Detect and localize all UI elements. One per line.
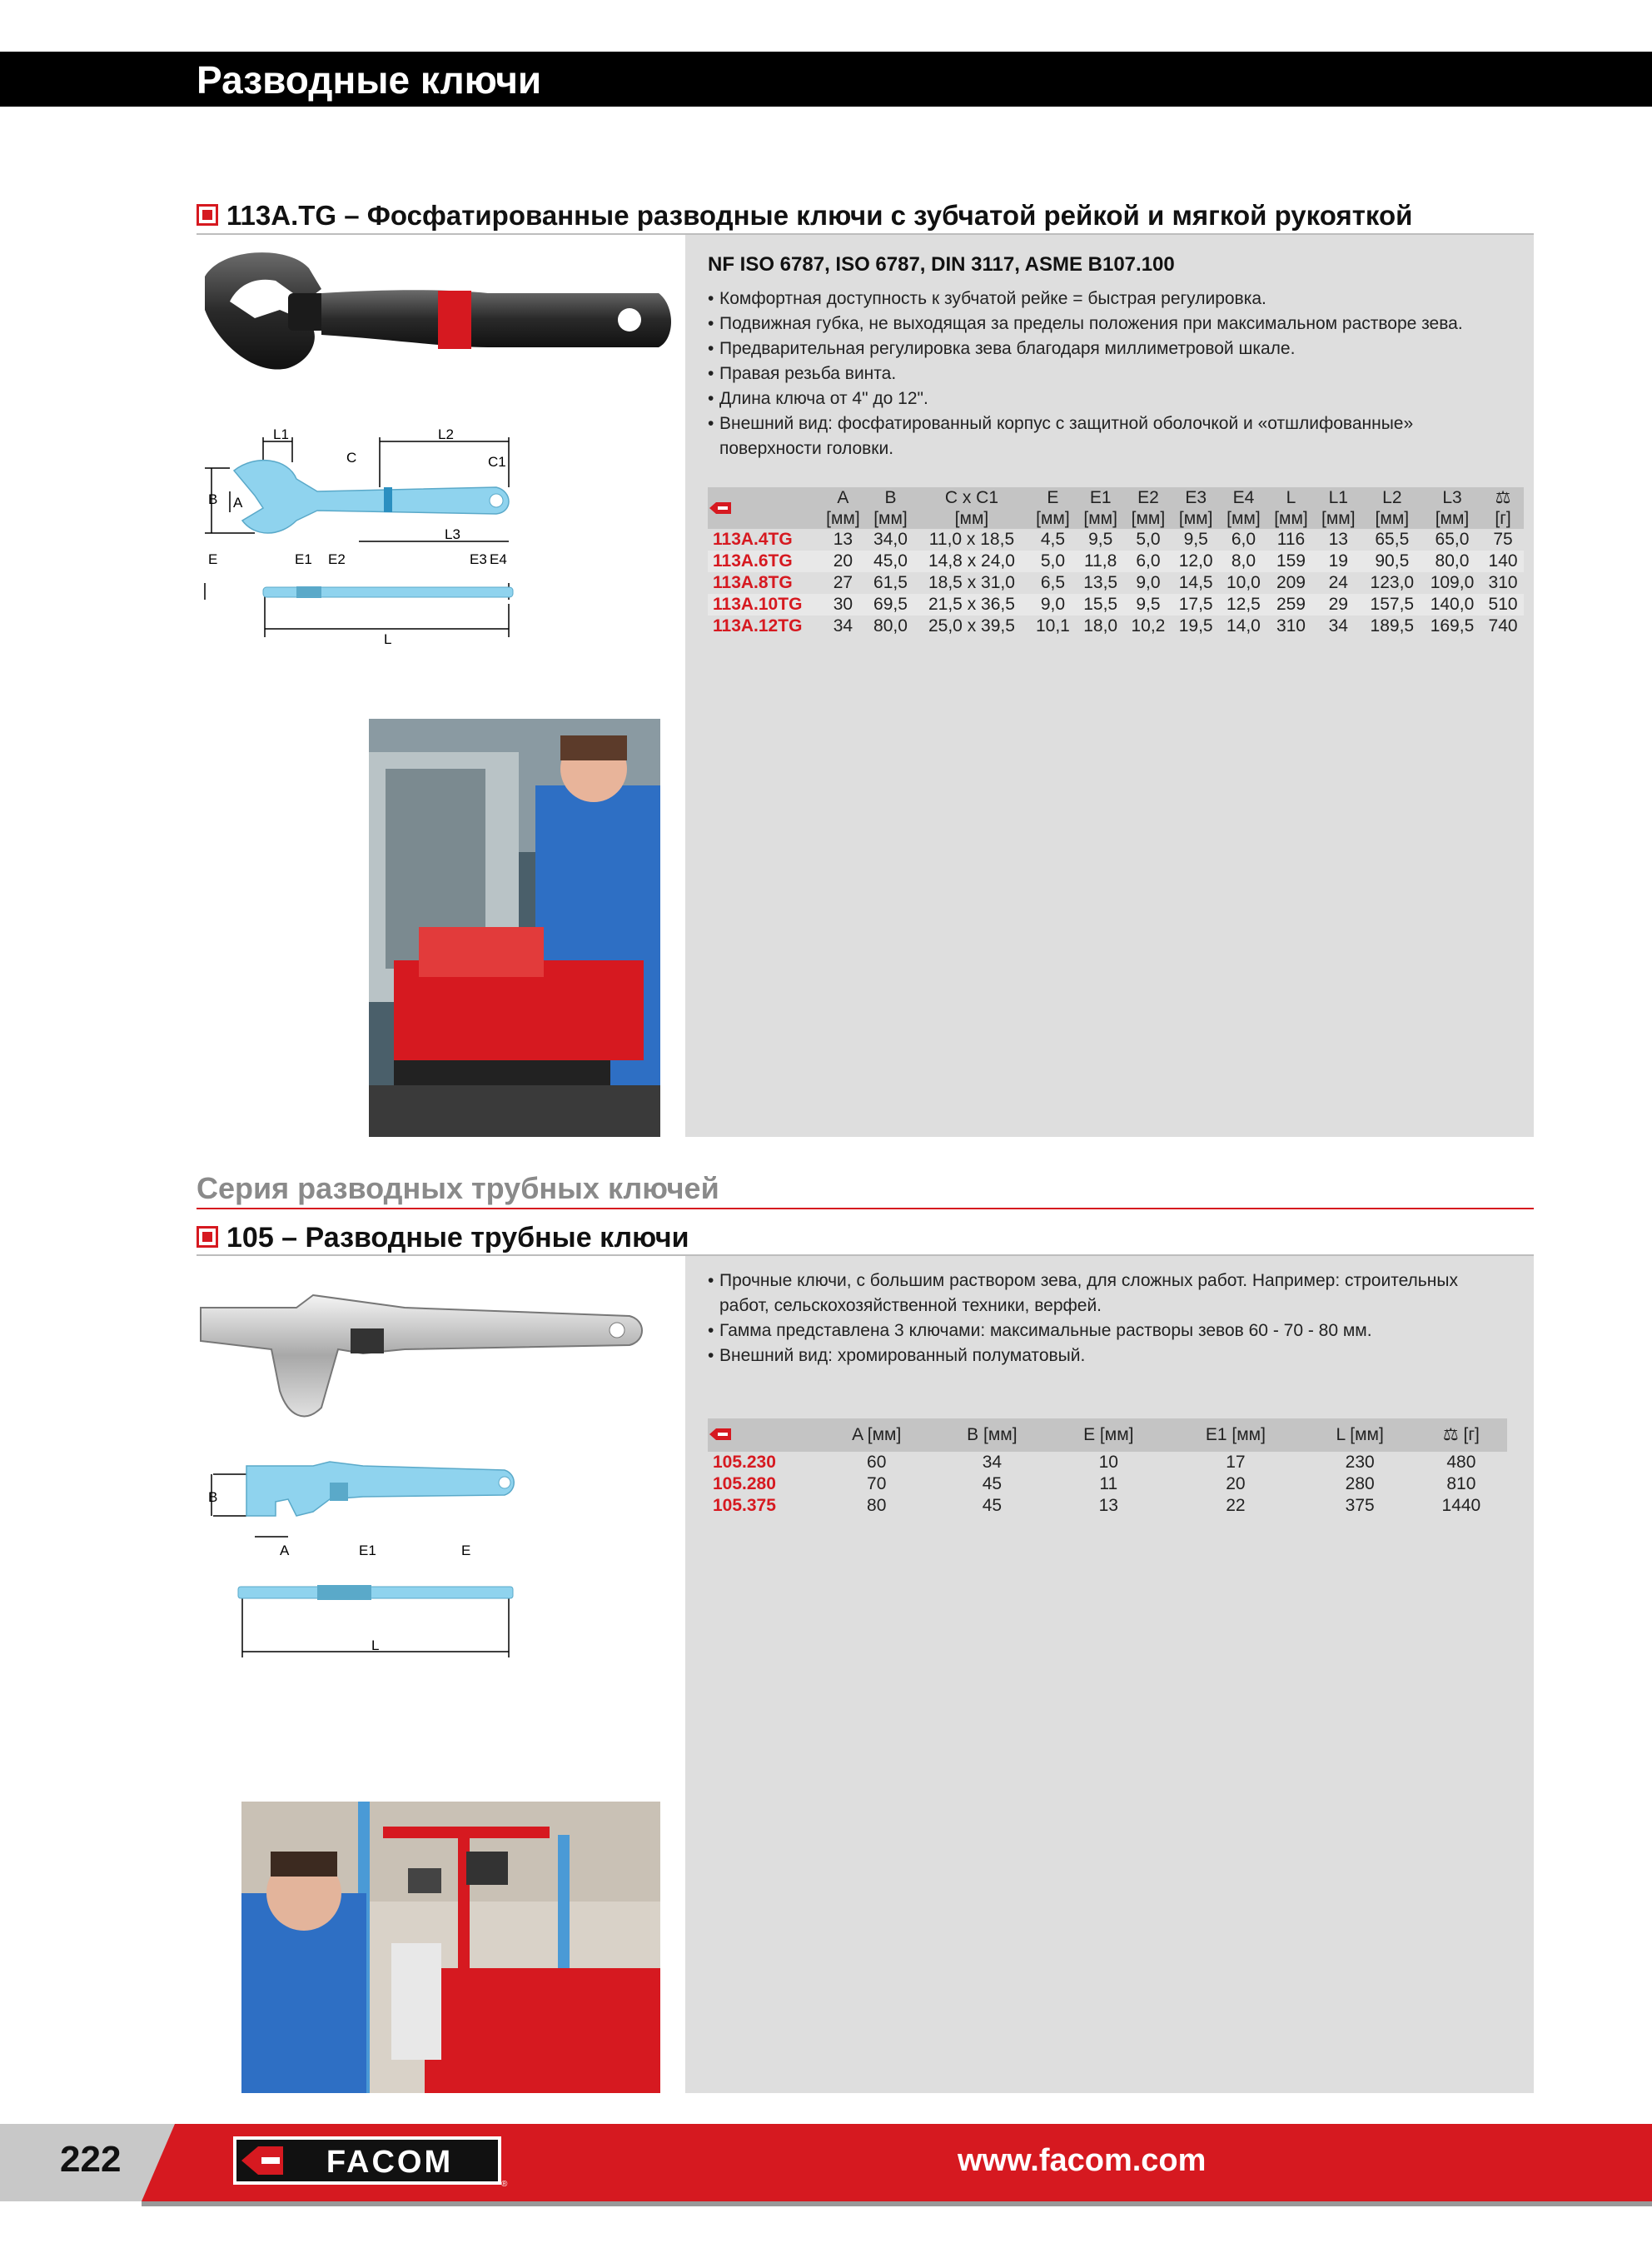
table-cell: 24 — [1328, 573, 1348, 592]
table-cell: 34 — [1328, 616, 1348, 636]
unit-header: [мм] — [1172, 508, 1220, 529]
table-cell: 510 — [1482, 594, 1524, 616]
reference-column-header — [708, 1418, 819, 1452]
table-cell: 10 — [1098, 1453, 1118, 1472]
col-header: L2 — [1362, 487, 1422, 508]
col-header: E — [1029, 487, 1077, 508]
table-cell: 75 — [1493, 530, 1513, 549]
table-cell: 34,0 — [873, 530, 908, 549]
table-cell: 15,5 — [1077, 594, 1124, 616]
table-cell: 21,5 x 36,5 — [914, 594, 1029, 616]
facom-logo-text: FACOM — [326, 2145, 454, 2180]
reference-column-header — [708, 487, 819, 529]
table-cell: 80,0 — [873, 616, 908, 636]
table-cell: 123,0 — [1370, 573, 1415, 592]
diagram-label-e2: E2 — [328, 551, 346, 567]
table-cell: 11,0 x 18,5 — [928, 530, 1015, 549]
table-cell: 14,5 — [1178, 573, 1213, 592]
table-cell: 8,0 — [1220, 551, 1267, 572]
diagram-label-e4: E4 — [490, 551, 507, 567]
table-cell: 19 — [1315, 551, 1362, 572]
table-cell: 189,5 — [1370, 616, 1415, 636]
reference-cell: 113A.8TG — [713, 573, 793, 592]
col-header: E [мм] — [1050, 1418, 1167, 1452]
diagram-label-c: C — [346, 450, 357, 466]
unit-header: [мм] — [1422, 508, 1482, 529]
table-cell: 157,5 — [1362, 594, 1422, 616]
table-cell: 30 — [819, 594, 867, 616]
table-cell: 17 — [1226, 1453, 1246, 1472]
page-number: 222 — [60, 2139, 122, 2180]
table-cell: 1440 — [1441, 1496, 1481, 1515]
standards-text: NF ISO 6787, ISO 6787, DIN 3117, ASME B107.100 — [708, 253, 1175, 276]
table-cell: 9,5 — [1124, 594, 1172, 616]
diagram-label-l2: L2 — [438, 426, 454, 442]
table-cell: 19,5 — [1178, 616, 1213, 636]
table-cell: 5,0 — [1029, 551, 1077, 572]
adjustable-wrench-image — [197, 243, 671, 393]
table-cell: 12,0 — [1172, 551, 1220, 572]
section1-heading — [197, 200, 1534, 235]
series-heading — [197, 1170, 1534, 1209]
table-cell: 9,5 — [1088, 530, 1113, 549]
col-header: A — [819, 487, 867, 508]
col-header: L1 — [1315, 487, 1362, 508]
bullet-item: • Гамма представлена 3 ключами: максимальные растворы зевов 60 - 70 - 80 мм. — [708, 1318, 1507, 1343]
section2-title: 105 – Разводные трубные ключи — [226, 1222, 689, 1254]
diagram-label-e1: E1 — [295, 551, 312, 567]
section2-spec-table — [708, 1418, 1507, 1517]
svg-text:®: ® — [501, 2180, 508, 2188]
wrench-dimension-diagram — [197, 421, 521, 645]
table-row — [708, 1452, 1507, 1473]
table-cell: 310 — [1488, 573, 1518, 592]
table-cell: 20 — [819, 551, 867, 572]
table-cell: 11,8 — [1077, 551, 1124, 572]
diagram-label-a: A — [233, 495, 243, 511]
bullet-item: • Внешний вид: фосфатированный корпус с защитной оболочкой и «отшлифованные» поверхности головки. — [708, 411, 1507, 461]
table-cell: 18,5 x 31,0 — [928, 573, 1015, 592]
table-cell: 13 — [1328, 530, 1348, 549]
section2-heading — [197, 1221, 1534, 1256]
reference-cell: 105.280 — [713, 1474, 776, 1493]
table-cell: 45 — [982, 1496, 1003, 1515]
table-cell: 10,0 — [1226, 573, 1261, 592]
reference-cell: 105.230 — [713, 1453, 776, 1472]
bullet-item: • Комфортная доступность к зубчатой рейке = быстрая регулировка. — [708, 287, 1507, 312]
unit-header: [мм] — [914, 508, 1029, 529]
website-link[interactable]: www.facom.com — [958, 2143, 1207, 2178]
table-cell: 69,5 — [867, 594, 914, 616]
table-row — [708, 572, 1524, 594]
table-row — [708, 551, 1524, 572]
reference-cell: 113A.12TG — [713, 616, 803, 636]
table-cell: 70 — [867, 1474, 887, 1493]
col-header: L [мм] — [1305, 1418, 1416, 1452]
diagram-label-c1: C1 — [488, 454, 506, 470]
diagram-label-l: L — [384, 631, 392, 645]
table-cell: 6,0 — [1231, 530, 1256, 549]
section2-bullet-list — [708, 1269, 1507, 1368]
table-cell: 10,2 — [1131, 616, 1166, 636]
bullet-item: • Предварительная регулировка зева благодаря миллиметровой шкале. — [708, 336, 1507, 361]
table-cell: 169,5 — [1430, 616, 1475, 636]
unit-header: [мм] — [1220, 508, 1267, 529]
facom-logo — [233, 2135, 508, 2188]
table-cell: 109,0 — [1430, 573, 1475, 592]
section2-info-panel — [685, 1256, 1534, 2093]
diagram-label-b: B — [208, 491, 218, 507]
table-cell: 9,0 — [1029, 594, 1077, 616]
table-cell: 13,5 — [1083, 573, 1118, 592]
col-header: C x C1 — [914, 487, 1029, 508]
bullet-item: • Прочные ключи, с большим раствором зева, для сложных работ. Например: строительных работ, сельскохозяйственной техники, верфей. — [708, 1269, 1507, 1318]
unit-header: [мм] — [1124, 508, 1172, 529]
pipe-wrench-dimension-diagram — [197, 1453, 521, 1670]
table-cell: 140 — [1482, 551, 1524, 572]
unit-header: [мм] — [1077, 508, 1124, 529]
worker-toolbox-photo — [369, 719, 660, 1137]
diagram-label-e: E — [461, 1543, 471, 1558]
col-header: B [мм] — [933, 1418, 1050, 1452]
unit-header: [г] — [1482, 508, 1524, 529]
table-cell: 13 — [833, 530, 853, 549]
table-cell: 480 — [1446, 1453, 1476, 1472]
table-cell: 140,0 — [1422, 594, 1482, 616]
reference-cell: 113A.6TG — [708, 551, 819, 572]
bullet-item: • Правая резьба винта. — [708, 361, 1507, 386]
reference-cell: 113A.4TG — [713, 530, 793, 549]
table-cell: 65,5 — [1375, 530, 1410, 549]
table-cell: 810 — [1446, 1474, 1476, 1493]
diagram-label-b: B — [208, 1489, 218, 1505]
table-cell: 740 — [1488, 616, 1518, 636]
facom-reference-icon — [709, 1428, 731, 1440]
unit-header: [мм] — [819, 508, 867, 529]
table-cell: 25,0 x 39,5 — [928, 616, 1015, 636]
table-cell: 17,5 — [1172, 594, 1220, 616]
table-cell: 209 — [1276, 573, 1306, 592]
col-header: B — [867, 487, 914, 508]
reference-cell: 113A.10TG — [708, 594, 819, 616]
table-cell: 12,5 — [1220, 594, 1267, 616]
col-header: L — [1267, 487, 1315, 508]
table-row — [708, 529, 1524, 551]
table-cell: 80 — [867, 1496, 887, 1515]
table-cell: 280 — [1345, 1474, 1375, 1493]
table-cell: 20 — [1226, 1474, 1246, 1493]
section1-bullet-list — [708, 287, 1507, 461]
col-header: E1 [мм] — [1167, 1418, 1304, 1452]
table-cell: 29 — [1315, 594, 1362, 616]
bullet-item: • Подвижная губка, не выходящая за пределы положения при максимальном растворе зева. — [708, 312, 1507, 336]
unit-header: [мм] — [1267, 508, 1315, 529]
table-cell: 375 — [1345, 1496, 1375, 1515]
diagram-label-a: A — [280, 1543, 290, 1558]
table-cell: 65,0 — [1435, 530, 1470, 549]
diagram-label-e1: E1 — [359, 1543, 376, 1558]
diagram-label-e: E — [208, 551, 218, 567]
plumber-pipe-photo — [241, 1802, 660, 2093]
red-square-icon — [197, 204, 218, 226]
table-row — [708, 1473, 1507, 1495]
red-square-icon — [197, 1226, 218, 1248]
table-cell: 9,5 — [1183, 530, 1208, 549]
weight-icon: ⚖ — [1482, 487, 1524, 508]
diagram-label-l: L — [371, 1637, 380, 1653]
section1-spec-table — [708, 487, 1524, 637]
table-cell: 11 — [1099, 1474, 1118, 1493]
table-cell: 90,5 — [1362, 551, 1422, 572]
unit-header: [мм] — [867, 508, 914, 529]
col-header: E3 — [1172, 487, 1220, 508]
col-header: L3 — [1422, 487, 1482, 508]
table-cell: 116 — [1276, 530, 1306, 549]
diagram-label-l1: L1 — [273, 426, 289, 442]
facom-reference-icon — [709, 502, 731, 514]
table-cell: 27 — [833, 573, 853, 592]
table-cell: 22 — [1226, 1496, 1246, 1515]
section1-title: 113A.TG – Фосфатированные разводные ключи с зубчатой рейкой и мягкой рукояткой — [226, 200, 1413, 231]
unit-header: [мм] — [1029, 508, 1077, 529]
table-cell: 14,8 x 24,0 — [914, 551, 1029, 572]
table-row — [708, 594, 1524, 616]
col-header: E1 — [1077, 487, 1124, 508]
table-cell: 61,5 — [873, 573, 908, 592]
bullet-item: • Внешний вид: хромированный полуматовый. — [708, 1343, 1507, 1368]
table-cell: 159 — [1267, 551, 1315, 572]
col-header: ⚖ [г] — [1416, 1418, 1507, 1452]
table-cell: 10,1 — [1035, 616, 1070, 636]
table-cell: 60 — [867, 1453, 887, 1472]
table-cell: 34 — [833, 616, 853, 636]
unit-header: [мм] — [1362, 508, 1422, 529]
footer-divider — [142, 2201, 1652, 2206]
table-cell: 6,0 — [1124, 551, 1172, 572]
table-cell: 4,5 — [1040, 530, 1066, 549]
table-row — [708, 1495, 1507, 1517]
section1-info-panel — [685, 235, 1534, 1137]
col-header: E2 — [1124, 487, 1172, 508]
table-cell: 80,0 — [1422, 551, 1482, 572]
table-cell: 13 — [1098, 1496, 1118, 1515]
table-cell: 6,5 — [1040, 573, 1066, 592]
table-cell: 34 — [982, 1453, 1003, 1472]
table-cell: 14,0 — [1226, 616, 1261, 636]
table-cell: 45 — [982, 1474, 1003, 1493]
table-cell: 45,0 — [867, 551, 914, 572]
page-title: Разводные ключи — [197, 58, 542, 102]
col-header: E4 — [1220, 487, 1267, 508]
bullet-item: • Длина ключа от 4" до 12". — [708, 386, 1507, 411]
table-cell: 230 — [1345, 1453, 1375, 1472]
table-cell: 18,0 — [1083, 616, 1118, 636]
reference-cell: 105.375 — [713, 1496, 776, 1515]
diagram-label-l3: L3 — [445, 526, 460, 542]
col-header: A [мм] — [819, 1418, 933, 1452]
table-row — [708, 616, 1524, 637]
table-cell: 310 — [1276, 616, 1306, 636]
pipe-wrench-image — [197, 1291, 646, 1424]
series-heading-text: Серия разводных трубных ключей — [197, 1171, 719, 1205]
unit-header: [мм] — [1315, 508, 1362, 529]
table-cell: 9,0 — [1136, 573, 1161, 592]
table-cell: 259 — [1267, 594, 1315, 616]
diagram-label-e3: E3 — [470, 551, 487, 567]
table-cell: 5,0 — [1136, 530, 1161, 549]
